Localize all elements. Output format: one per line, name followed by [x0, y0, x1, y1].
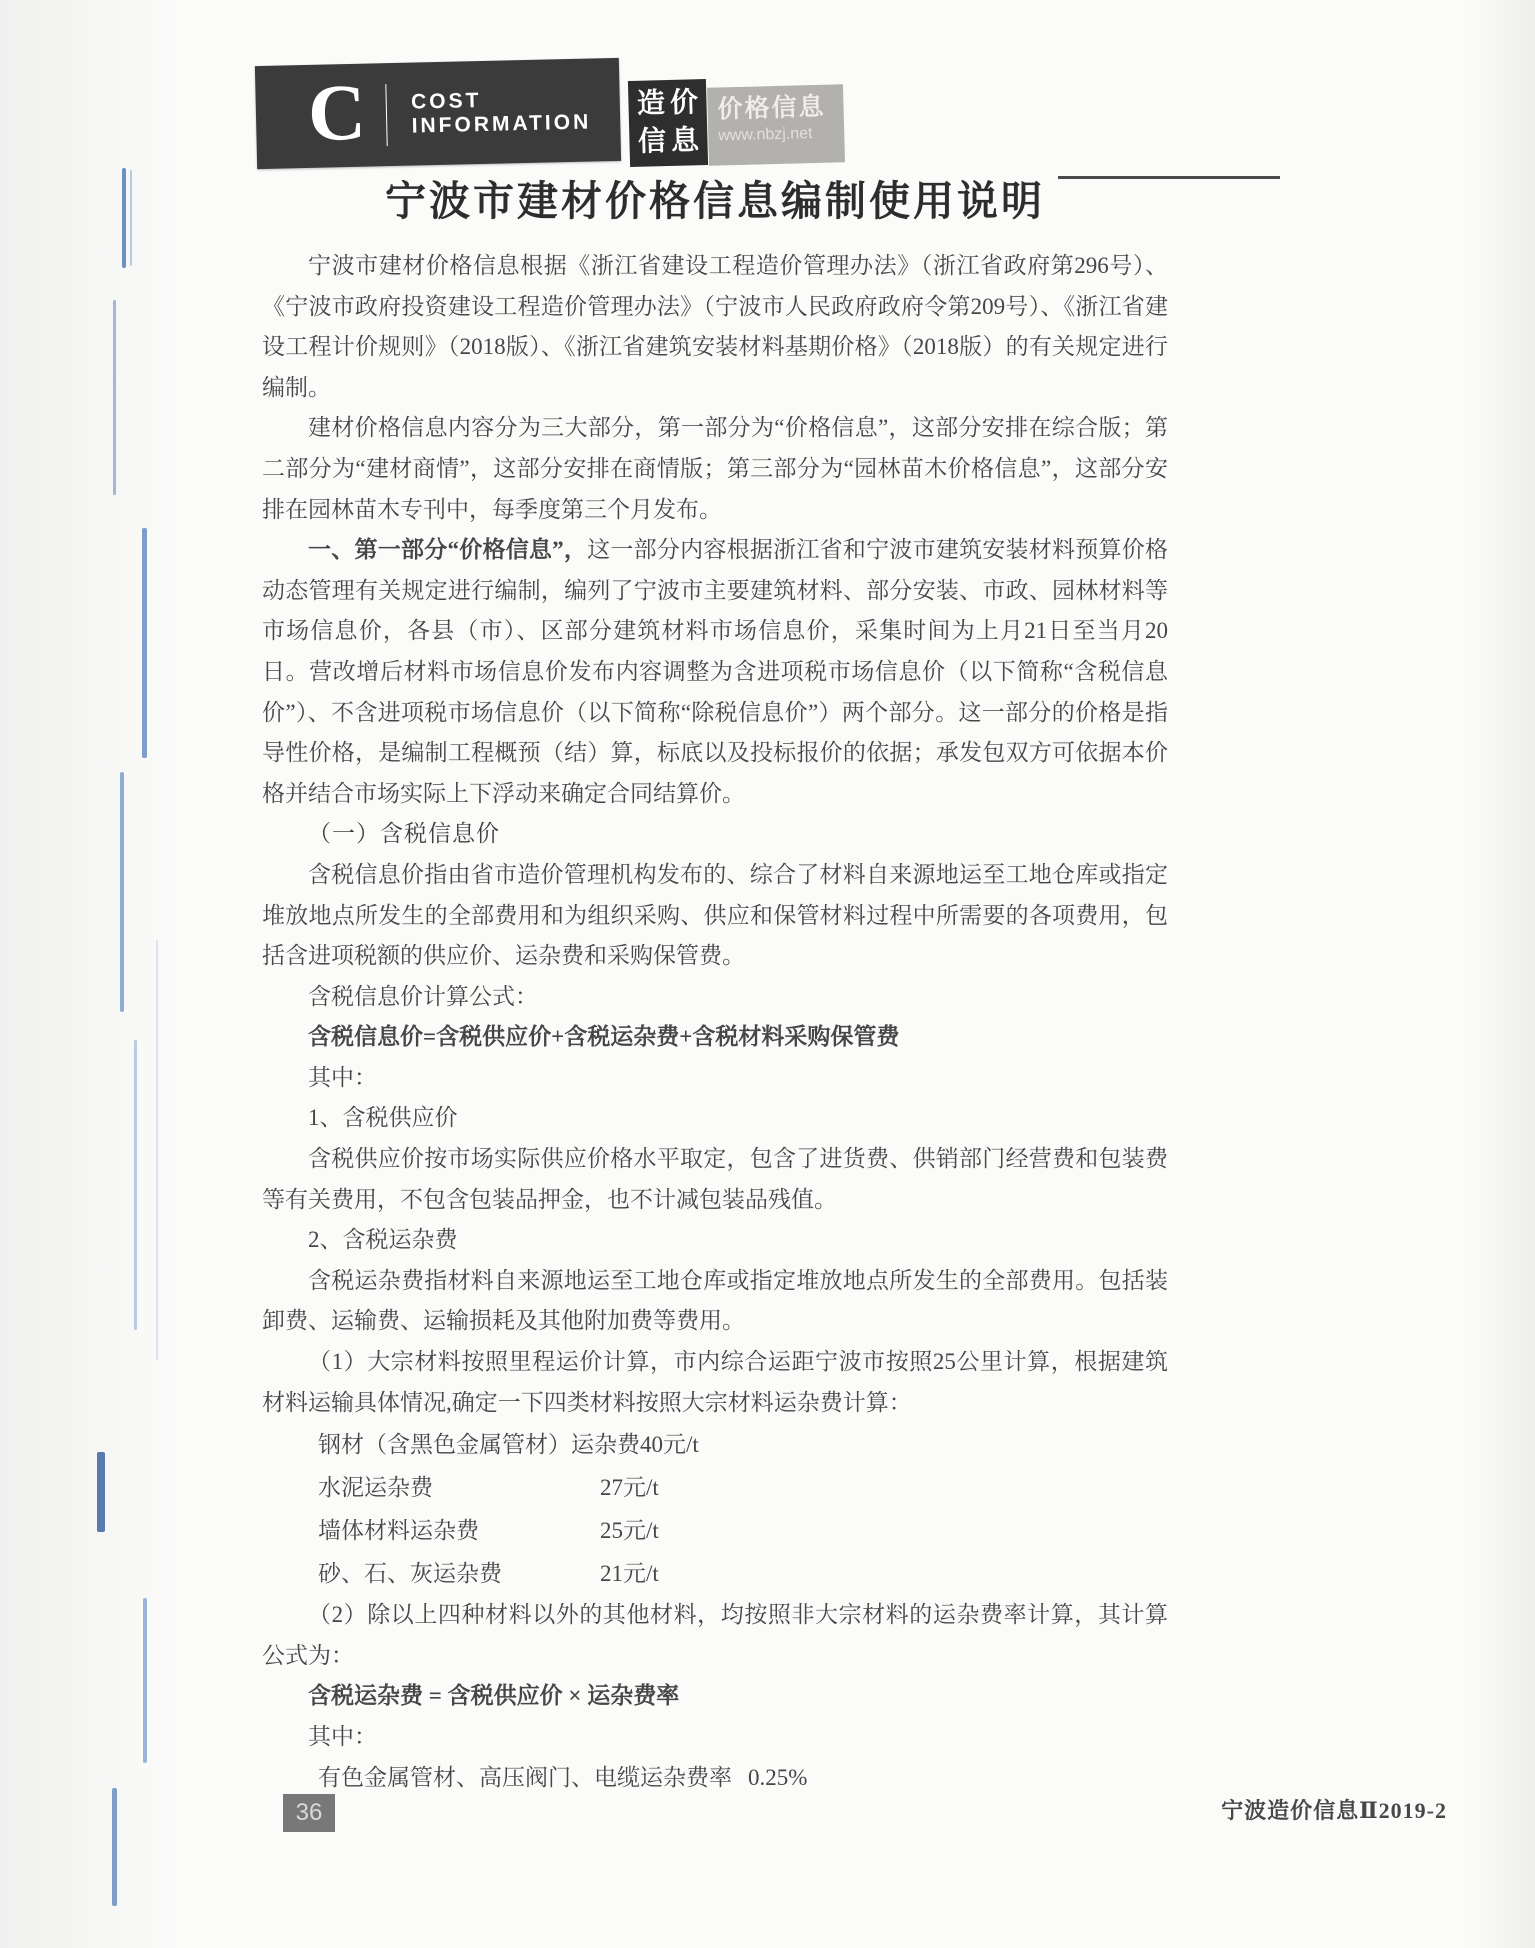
item-heading-supply-price: 1、含税供应价 — [308, 1105, 458, 1131]
fee-value: 40元/t — [640, 1432, 699, 1458]
part-one-rest: 这一部分内容根据浙江省和宁波市建筑安装材料预算价格动态管理有关规定进行编制，编列了宁波市主要建筑材料、部分安装、市政、园林材料等市场信息价，各县（市）、区部分建筑材料市场信息价，采集时间为上月21日至当月20日。营改增后材料市场信息价发布内容调整为含进项税市场信息价（以下简称“含税信息价”）、不含进项税市场信息价（以下简称“除税信息价”）两个部分。这一部分的价格是指导性价格，是编制工程概预（结）算，标底以及投标报价的依据；承发包双方可依据本价格并结合市场实际上下浮动来确定合同结算价。 — [262, 537, 1169, 806]
rate-value: 0.25% — [748, 1764, 808, 1790]
paragraph-bulk-materials: （1）大宗材料按照里程运价计算，市内综合运距宁波市按照25公里计算，根据建筑材料运输具体情况,确定一下四类材料按照大宗材料运杂费计算： — [262, 1349, 1169, 1415]
scan-streak — [113, 300, 116, 495]
item-heading-freight: 2、含税运杂费 — [308, 1227, 458, 1253]
fee-label: 水泥运杂费 — [318, 1475, 433, 1501]
document-body — [262, 246, 1168, 1798]
fee-label: 砂、石、灰运杂费 — [318, 1561, 502, 1587]
paragraph-freight-def: 含税运杂费指材料自来源地运至工地仓库或指定堆放地点所发生的全部费用。包括装卸费、运输费、运输损耗及其他附加费等费用。 — [262, 1267, 1168, 1334]
fee-row-cement — [262, 1466, 1168, 1509]
section-heading-taxed-price: （一）含税信息价 — [308, 821, 500, 847]
paragraph-non-bulk: （2）除以上四种材料以外的其他材料，均按照非大宗材料的运杂费率计算，其计算公式为： — [262, 1602, 1168, 1668]
fee-value: 21元/t — [600, 1561, 659, 1587]
scan-streak — [143, 1598, 147, 1763]
fee-value: 25元/t — [600, 1518, 659, 1544]
footer-journal-title: 宁波造价信息Ⅱ2019-2 — [1221, 1798, 1447, 1823]
site-url: www.nbzj.net — [718, 125, 813, 145]
fee-value: 27元/t — [600, 1475, 659, 1501]
scan-streak — [156, 940, 158, 1360]
scan-shade-right — [1465, 0, 1535, 1948]
paragraph-three-parts: 建材价格信息内容分为三大部分，第一部分为“价格信息”，这部分安排在综合版；第二部分为“建材商情”，这部分安排在商情版；第三部分为“园林苗木价格信息”，这部分安排在园林苗木专刊中，每季度第三个月发布。 — [262, 415, 1168, 522]
page-title: 宁波市建材价格信息编制使用说明 — [385, 178, 1045, 224]
scan-streak — [130, 170, 132, 266]
banner-divider — [385, 84, 388, 146]
paragraph-taxed-price-def: 含税信息价指由省市造价管理机构发布的、综合了材料自来源地运至工地仓库或指定堆放地点所发生的全部费用和为组织采购、供应和保管材料过程中所需要的各项费用，包括含进项税额的供应价、运杂费和采购保管费。 — [262, 861, 1168, 969]
logo-letter-c: C — [306, 68, 367, 158]
cost-information-banner — [255, 58, 621, 169]
formula-taxed-price: 含税信息价=含税供应价+含税运杂费+含税材料采购保管费 — [308, 1024, 900, 1050]
fee-row-sand-stone-lime — [262, 1552, 1168, 1595]
paragraph-part-one — [262, 530, 1168, 814]
line-among-2: 其中： — [308, 1724, 377, 1749]
site-title: 价格信息 — [717, 93, 826, 124]
scan-streak — [134, 1040, 137, 1330]
fee-label: 钢材（含黑色金属管材）运杂费 — [318, 1432, 640, 1458]
line-formula-intro: 含税信息价计算公式： — [308, 983, 538, 1009]
scan-streak — [122, 168, 126, 268]
zaojia-xinxi-logo — [628, 79, 708, 167]
formula-freight: 含税运杂费 = 含税供应价 × 运杂费率 — [308, 1683, 680, 1709]
banner-title: COST INFORMATION — [410, 88, 592, 138]
scan-streak — [120, 772, 124, 1012]
line-among-1: 其中： — [308, 1064, 377, 1090]
rate-row-nonferrous — [262, 1758, 1168, 1799]
fee-label: 墙体材料运杂费 — [318, 1518, 479, 1544]
footer-page-number: 36 — [283, 1794, 335, 1832]
brand-line-2: 信息 — [637, 125, 705, 158]
rate-label: 有色金属管材、高压阀门、电缆运杂费率 — [318, 1764, 732, 1790]
paragraph-basis: 宁波市建材价格信息根据《浙江省建设工程造价管理办法》（浙江省政府第296号）、《宁波市政府投资建设工程造价管理办法》（宁波市人民政府政府令第209号）、《浙江省建设工程计价规则》（2018版）、《浙江省建筑安装材料基期价格》（2018版）的有关规定进行编制。 — [262, 253, 1169, 400]
scan-streak — [112, 1788, 117, 1906]
fee-row-wall-material — [262, 1509, 1168, 1552]
part-one-lead: 一、第一部分“价格信息”， — [308, 537, 588, 563]
scan-streak — [142, 528, 147, 758]
brand-line-1: 造价 — [636, 87, 704, 120]
scan-streak — [97, 1452, 105, 1532]
scan-shade-left — [0, 0, 180, 1948]
fee-row-steel — [262, 1423, 1168, 1466]
price-info-site-box — [707, 84, 845, 166]
paragraph-supply-price: 含税供应价按市场实际供应价格水平取定，包含了进货费、供销部门经营费和包装费等有关费用，不包含包装品押金，也不计减包装品残值。 — [262, 1146, 1168, 1212]
